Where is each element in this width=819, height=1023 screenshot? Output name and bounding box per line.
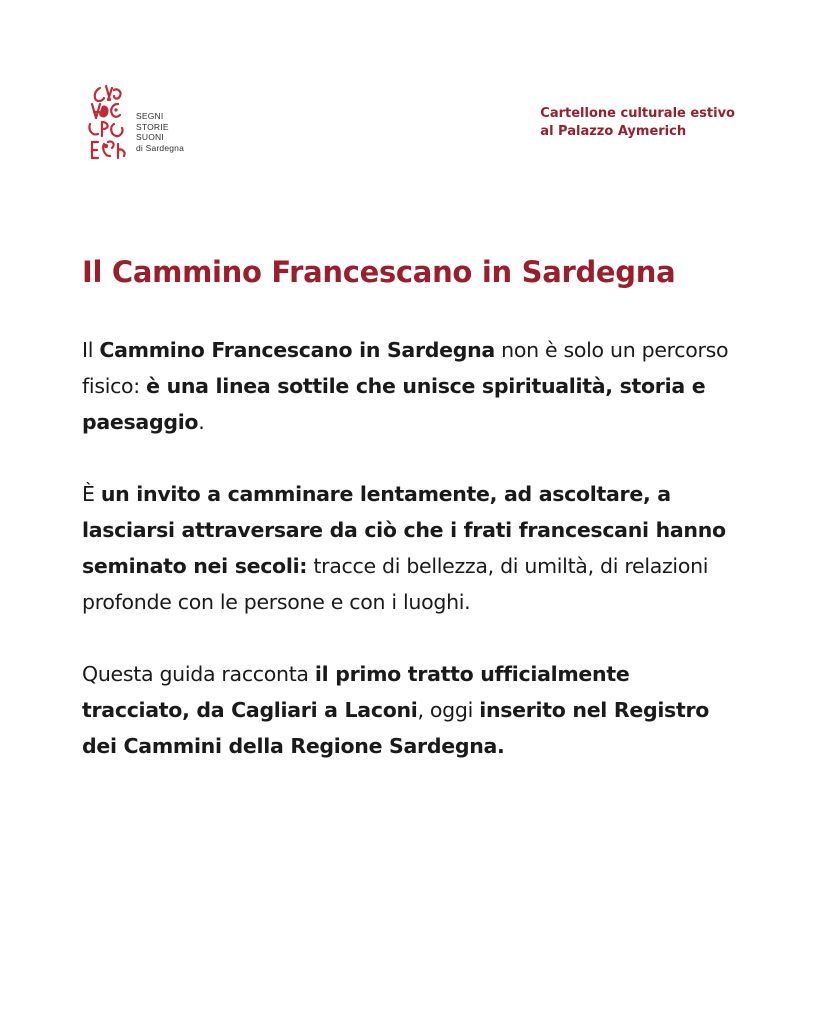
- logo: [86, 84, 206, 164]
- logo-line-storie: STORIE: [136, 121, 169, 132]
- logo-mark-icon: [86, 84, 130, 162]
- paragraph-2-bold-1: un invito a camminare lentamente, ad ascoltare, a lasciarsi attraversare da ciò che i frati francescani hanno seminato nei secoli:: [82, 482, 726, 578]
- header-tagline: [540, 105, 735, 141]
- paragraph-2: [82, 476, 732, 620]
- page-title: Il Cammino Francescano in Sardegna: [82, 255, 676, 289]
- body-text: [82, 332, 732, 800]
- paragraph-1-bold-2: è una linea sottile che unisce spiritualità, storia e paesaggio: [82, 374, 706, 434]
- tagline-line-2: al Palazzo Aymerich: [540, 124, 687, 139]
- paragraph-1-bold-1: Cammino Francescano in Sardegna: [99, 338, 495, 362]
- paragraph-3-bold-2: inserito nel Registro dei Cammini della Regione Sardegna.: [82, 698, 710, 758]
- logo-wordmark: [136, 111, 184, 153]
- tagline-line-1: Cartellone culturale estivo: [540, 106, 735, 121]
- logo-line-segni: SEGNI: [136, 111, 164, 121]
- paragraph-2-text-1: È: [82, 482, 101, 506]
- paragraph-1-text-2: non è solo un percorso fisico:: [82, 338, 729, 398]
- paragraph-1: [82, 332, 732, 440]
- paragraph-2-text-2: tracce di bellezza, di umiltà, di relazioni profonde con le persone e con i luoghi.: [82, 554, 709, 614]
- paragraph-3-text-1: Questa guida racconta: [82, 662, 315, 686]
- paragraph-1-text-1: Il: [82, 338, 100, 362]
- paragraph-3: [82, 656, 732, 764]
- paragraph-1-text-3: .: [198, 410, 205, 434]
- logo-line-sardegna: di Sardegna: [136, 142, 185, 153]
- paragraph-3-bold-1: il primo tratto ufficialmente tracciato, da Cagliari a Laconi: [82, 662, 630, 722]
- paragraph-3-text-2: , oggi: [417, 698, 480, 722]
- logo-line-suoni: SUONI: [136, 132, 164, 142]
